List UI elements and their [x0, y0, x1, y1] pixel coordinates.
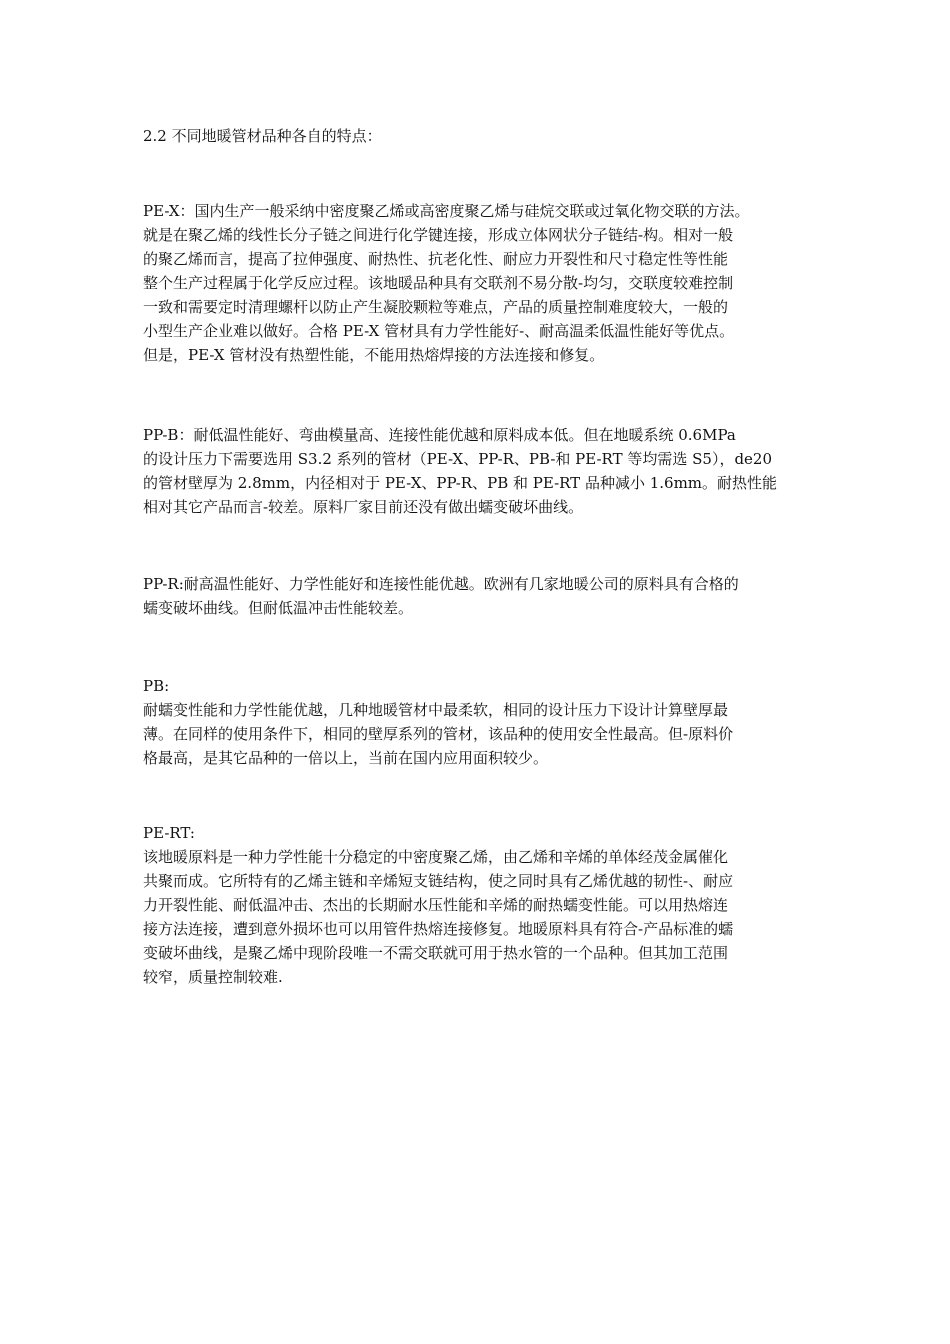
paragraph-line: 的设计压力下需要选用 S3.2 系列的管材（PE-X、PP-R、PB-和 PE-RT 等均需选 S5），de20	[143, 450, 773, 468]
paragraph-line: 整个生产过程属于化学反应过程。该地暖品种具有交联剂不易分散-均匀，交联度较难控制	[143, 274, 734, 292]
paragraph-line: 小型生产企业难以做好。合格 PE-X 管材具有力学性能好-、耐高温柔低温性能好等优点。	[143, 322, 735, 340]
pe-x-paragraph	[143, 199, 811, 367]
paragraph-line: PE-RT:	[143, 824, 195, 842]
paragraph-line: 就是在聚乙烯的线性长分子链之间进行化学键连接，形成立体网状分子链结-构。相对一般	[143, 226, 734, 244]
paragraph-line: 的聚乙烯而言，提高了拉伸强度、耐热性、抗老化性、耐应力开裂性和尺寸稳定性等性能	[143, 250, 729, 268]
section-heading: 2.2 不同地暖管材品种各自的特点：	[143, 127, 382, 145]
paragraph-line: 但是，PE-X 管材没有热塑性能，不能用热熔焊接的方法连接和修复。	[143, 346, 605, 364]
paragraph-line: 共聚而成。它所特有的乙烯主链和辛烯短支链结构，使之同时具有乙烯优越的韧性-、耐应	[143, 872, 734, 890]
paragraph-line: PB:	[143, 677, 170, 695]
paragraph-line: 的管材壁厚为 2.8mm，内径相对于 PE-X、PP-R、PB 和 PE-RT 品种减小 1.6mm。耐热性能	[143, 474, 778, 492]
paragraph-line: 蠕变破坏曲线。但耐低温冲击性能较差。	[143, 599, 414, 617]
paragraph-line: PP-B：耐低温性能好、弯曲模量高、连接性能优越和原料成本低。但在地暖系统 0.6MPa	[143, 426, 736, 444]
paragraph-line: 较窄，质量控制较难.	[143, 968, 283, 986]
paragraph-line: 该地暖原料是一种力学性能十分稳定的中密度聚乙烯，由乙烯和辛烯的单体经茂金属催化	[143, 848, 729, 866]
paragraph-line: 接方法连接，遭到意外损坏也可以用管件热熔连接修复。地暖原料具有符合-产品标准的蠕	[143, 920, 734, 938]
paragraph-line: PP-R:耐高温性能好、力学性能好和连接性能优越。欧洲有几家地暖公司的原料具有合格的	[143, 575, 739, 593]
paragraph-line: 相对其它产品而言-较差。原料厂家目前还没有做出蠕变破坏曲线。	[143, 498, 584, 516]
pe-rt-paragraph	[143, 821, 811, 989]
pp-r-paragraph	[143, 572, 811, 620]
paragraph-line: 薄。在同样的使用条件下，相同的壁厚系列的管材，该品种的使用安全性最高。但-原料价	[143, 725, 734, 743]
paragraph-line: 力开裂性能、耐低温冲击、杰出的长期耐水压性能和辛烯的耐热蠕变性能。可以用热熔连	[143, 896, 729, 914]
paragraph-line: 变破坏曲线，是聚乙烯中现阶段唯一不需交联就可用于热水管的一个品种。但其加工范围	[143, 944, 729, 962]
paragraph-line: PE-X：国内生产一般采纳中密度聚乙烯或高密度聚乙烯与硅烷交联或过氧化物交联的方法。	[143, 202, 750, 220]
paragraph-line: 耐蠕变性能和力学性能优越，几种地暖管材中最柔软，相同的设计压力下设计计算壁厚最	[143, 701, 729, 719]
paragraph-line: 一致和需要定时清理螺杆以防止产生凝胶颗粒等难点，产品的质量控制难度较大，一般的	[143, 298, 729, 316]
pp-b-paragraph	[143, 423, 811, 519]
pb-paragraph	[143, 674, 811, 770]
paragraph-line: 格最高，是其它品种的一倍以上，当前在国内应用面积较少。	[143, 749, 549, 767]
